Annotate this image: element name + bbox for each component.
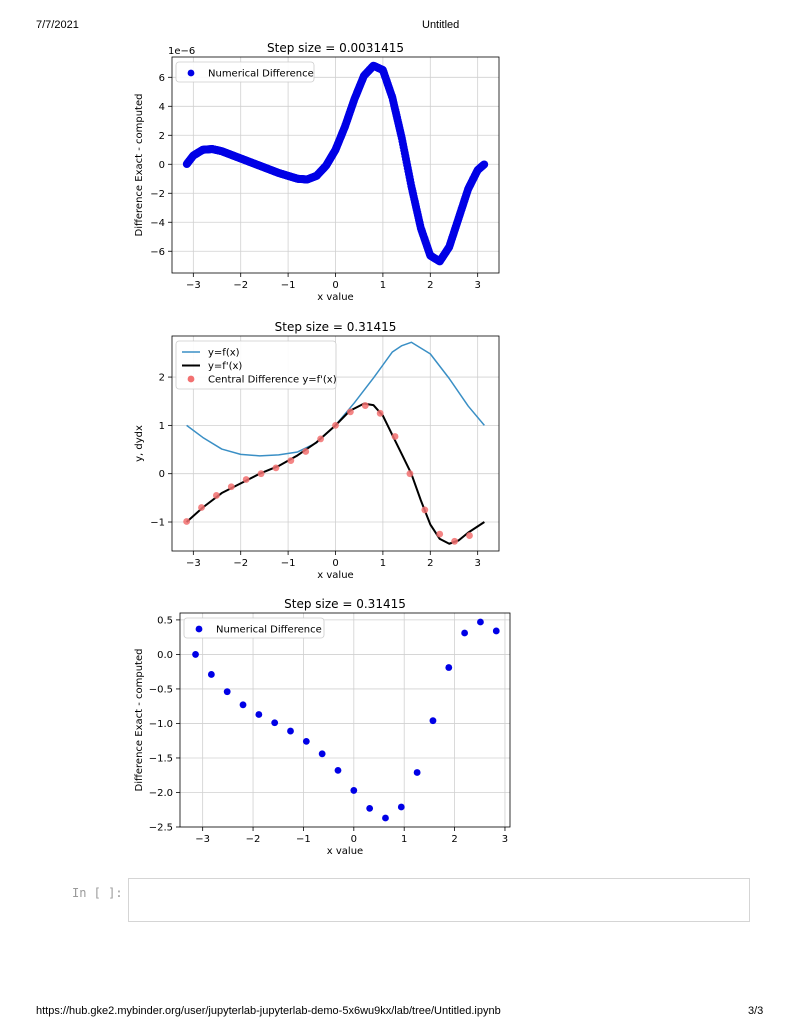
data-point [493,628,500,635]
x-tick-label: 0 [332,280,339,291]
x-tick-label: 0 [332,558,339,569]
x-tick-label: 0 [350,834,358,845]
legend-label: Numerical Difference [208,68,314,80]
x-tick-label: 1 [401,834,408,845]
x-tick-label: −1 [296,834,311,845]
y-tick-label: 4 [158,101,165,113]
x-tick-label: 1 [379,558,387,569]
y-axis-label: Difference Exact - computed [134,648,145,792]
print-date: 7/7/2021 [36,19,79,31]
x-tick-label: −2 [233,558,249,569]
y-tick-label: 0 [158,159,165,171]
print-page-number: 3/3 [748,1005,764,1017]
data-point [255,711,262,718]
x-tick-label: 2 [451,834,458,845]
data-point [398,804,405,811]
y-tick-label: 2 [158,372,165,384]
y-tick-label: −2.5 [148,822,173,834]
y-offset-label: 1e−6 [168,46,196,57]
y-axis-label: y, dydx [134,425,145,462]
print-url: https://hub.gke2.mybinder.org/user/jupyterlab-jupyterlab-demo-5x6wu9kx/lab/tree/Untitled.ipynb [36,1005,501,1017]
legend-label: y=f'(x) [208,361,243,372]
data-point [335,767,342,774]
data-point [461,630,468,637]
x-tick-label: 2 [427,558,434,569]
y-tick-label: −1.0 [148,718,173,730]
print-title: Untitled [422,19,460,31]
plot-frame [180,613,510,827]
x-tick-label: 3 [474,558,481,569]
x-tick-label: −1 [280,558,296,569]
x-tick-label: −3 [185,280,201,291]
data-point [303,738,310,745]
y-tick-label: 2 [158,130,165,142]
x-tick-label: 1 [379,280,387,291]
data-point [445,664,452,671]
y-tick-label: −2.0 [148,787,173,799]
data-point [382,815,389,822]
data-point [192,651,199,658]
code-cell-input[interactable] [128,878,750,922]
x-tick-label: 3 [474,280,481,291]
data-point [350,787,357,794]
chart-title: Step size = 0.0031415 [267,41,404,55]
data-point [287,728,294,735]
x-axis-label: x value [326,846,364,857]
x-axis-label: x value [317,292,354,303]
legend-label: Central Difference y=f'(x) [208,374,337,386]
y-tick-label: 0.5 [157,615,173,627]
data-point [271,719,278,726]
data-point [477,619,484,626]
data-point [224,688,231,695]
chart-title: Step size = 0.31415 [274,320,397,334]
chart-title: Step size = 0.31415 [284,597,406,611]
data-point [366,805,373,812]
y-tick-label: 1 [158,420,165,432]
x-tick-label: −2 [245,834,261,845]
legend-label: Numerical Difference [216,624,322,636]
y-tick-label: −1.5 [148,753,173,765]
data-point [240,701,247,708]
x-tick-label: −3 [185,558,201,569]
x-tick-label: −2 [233,280,249,291]
x-tick-label: −1 [280,280,296,291]
y-tick-label: 0 [158,469,165,481]
data-point [430,717,437,724]
y-axis-label: Difference Exact - computed [134,93,145,237]
cell-prompt: In [ ]: [72,886,123,900]
data-point [414,769,421,776]
x-axis-label: x value [317,570,354,581]
y-tick-label: −4 [150,217,165,229]
y-tick-label: −1 [150,517,165,529]
legend-swatch-marker [196,626,203,633]
x-tick-label: −3 [195,834,211,845]
y-tick-label: −0.5 [148,684,173,696]
data-point [319,750,326,757]
y-tick-label: 6 [158,72,165,84]
legend-label: y=f(x) [208,347,240,359]
y-tick-label: 0.0 [157,649,173,661]
y-tick-label: −6 [150,246,165,258]
y-tick-label: −2 [150,188,165,200]
data-point [208,671,215,678]
x-tick-label: 2 [427,280,434,291]
x-tick-label: 3 [501,834,509,845]
